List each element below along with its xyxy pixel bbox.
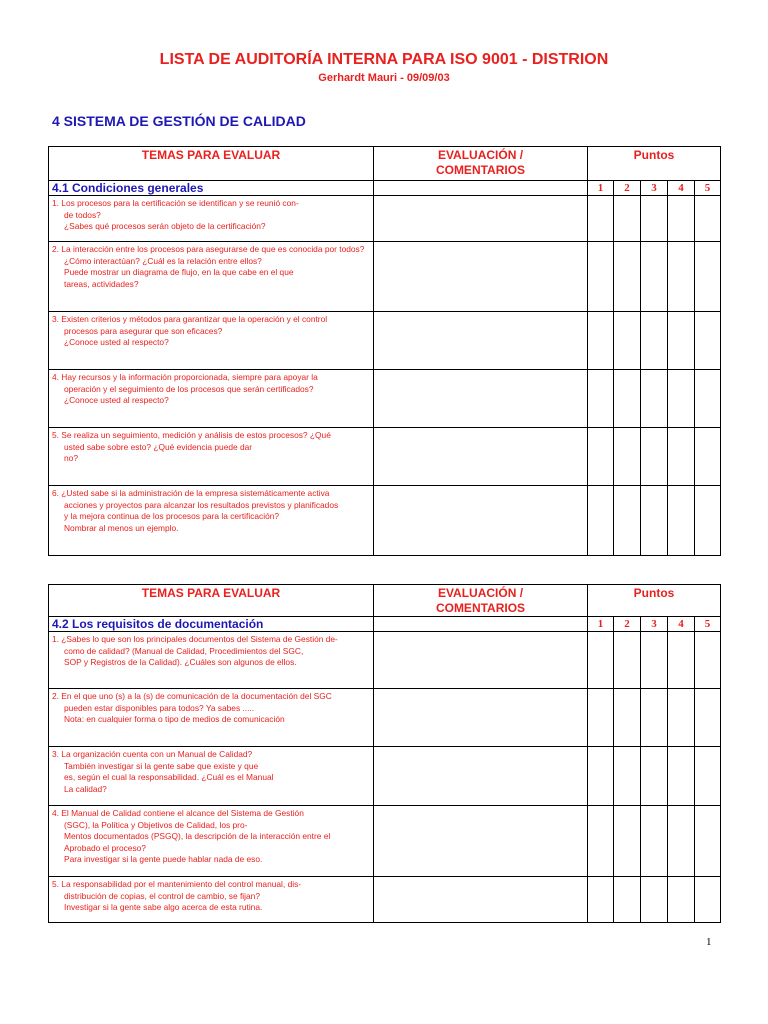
question-row <box>49 312 721 370</box>
score-cell-3[interactable] <box>641 242 668 312</box>
question-text <box>49 486 374 556</box>
score-cell-1[interactable] <box>588 242 614 312</box>
question-row <box>49 747 721 806</box>
question-text <box>49 689 374 747</box>
table-subtitle: 4.2 Los requisitos de documentación <box>49 617 374 632</box>
score-label-3: 3 <box>641 617 668 632</box>
score-cell-5[interactable] <box>695 370 721 428</box>
question-text <box>49 370 374 428</box>
question-line: Investigar si la gente sabe algo acerca de esta rutina. <box>64 902 263 913</box>
section-heading: 4 SISTEMA DE GESTIÓN DE CALIDAD <box>52 113 306 129</box>
question-row <box>49 370 721 428</box>
question-text <box>49 196 374 242</box>
evaluation-comment-cell[interactable] <box>374 370 588 428</box>
score-cell-4[interactable] <box>668 370 695 428</box>
score-cell-2[interactable] <box>614 747 641 806</box>
question-line: 4. El Manual de Calidad contiene el alcance del Sistema de Gestión <box>52 808 304 818</box>
question-line: como de calidad? (Manual de Calidad, Procedimientos del SGC, <box>64 645 304 656</box>
score-cell-1[interactable] <box>588 877 614 923</box>
evaluation-header-line2: COMENTARIOS <box>435 601 526 615</box>
evaluation-comment-cell[interactable] <box>374 242 588 312</box>
score-cell-2[interactable] <box>614 806 641 877</box>
score-label-5: 5 <box>695 181 721 196</box>
question-line: 4. Hay recursos y la información proporcionada, siempre para apoyar la <box>52 372 318 382</box>
score-label-2: 2 <box>614 181 641 196</box>
score-cell-2[interactable] <box>614 312 641 370</box>
evaluation-header <box>374 585 588 617</box>
question-row <box>49 806 721 877</box>
question-line: acciones y proyectos para alcanzar los resultados previstos y planificados <box>64 499 339 510</box>
score-cell-4[interactable] <box>668 877 695 923</box>
score-cell-4[interactable] <box>668 428 695 486</box>
score-cell-1[interactable] <box>588 486 614 556</box>
score-label-5: 5 <box>695 617 721 632</box>
question-row <box>49 196 721 242</box>
table-subtitle: 4.1 Condiciones generales <box>49 181 374 196</box>
evaluation-comment-cell[interactable] <box>374 877 588 923</box>
page-number: 1 <box>706 936 712 948</box>
score-cell-1[interactable] <box>588 196 614 242</box>
score-cell-1[interactable] <box>588 806 614 877</box>
question-row <box>49 632 721 689</box>
question-line: (SGC), la Política y Objetivos de Calidad, los pro- <box>64 819 248 830</box>
score-cell-1[interactable] <box>588 632 614 689</box>
question-row <box>49 877 721 923</box>
score-cell-1[interactable] <box>588 689 614 747</box>
question-text <box>49 806 374 877</box>
question-line: ¿Cómo interactúan? ¿Cuál es la relación entre ellos? <box>64 255 262 266</box>
score-cell-2[interactable] <box>614 689 641 747</box>
table-header-row <box>49 585 721 617</box>
question-line: operación y el seguimiento de los procesos que serán certificados? <box>64 383 314 394</box>
score-cell-3[interactable] <box>641 747 668 806</box>
evaluation-cell <box>374 617 588 632</box>
score-label-2: 2 <box>614 617 641 632</box>
question-line: 3. La organización cuenta con un Manual de Calidad? <box>52 749 253 759</box>
question-line: 2. La interacción entre los procesos para asegurarse de que es conocida por todos? <box>52 244 365 254</box>
question-row <box>49 242 721 312</box>
audit-table-4-1 <box>48 146 721 556</box>
question-line: Mentos documentados (PSGQ), la descripción de la interacción entre el <box>64 831 331 842</box>
score-label-4: 4 <box>668 617 695 632</box>
score-label-1: 1 <box>588 181 614 196</box>
question-row <box>49 486 721 556</box>
score-cell-3[interactable] <box>641 632 668 689</box>
question-text <box>49 877 374 923</box>
score-cell-4[interactable] <box>668 312 695 370</box>
evaluation-comment-cell[interactable] <box>374 747 588 806</box>
score-cell-1[interactable] <box>588 370 614 428</box>
question-line: usted sabe sobre esto? ¿Qué evidencia puede dar <box>64 441 253 452</box>
evaluation-comment-cell[interactable] <box>374 428 588 486</box>
question-line: no? <box>64 453 78 464</box>
score-cell-5[interactable] <box>695 747 721 806</box>
score-cell-4[interactable] <box>668 689 695 747</box>
question-line: ¿Sabes qué procesos serán objeto de la certificación? <box>64 221 266 232</box>
question-line: distribución de copias, el control de cambio, se fijan? <box>64 890 260 901</box>
question-line: tareas, actividades? <box>64 278 139 289</box>
question-line: y la mejora continua de los procesos para la certificación? <box>64 511 280 522</box>
evaluation-header-line1: EVALUACIÓN / <box>437 586 524 600</box>
question-line: La calidad? <box>64 783 107 794</box>
score-cell-2[interactable] <box>614 196 641 242</box>
score-cell-5[interactable] <box>695 242 721 312</box>
score-cell-2[interactable] <box>614 877 641 923</box>
score-cell-2[interactable] <box>614 242 641 312</box>
score-cell-2[interactable] <box>614 370 641 428</box>
question-line: Aprobado el proceso? <box>64 842 146 853</box>
score-cell-2[interactable] <box>614 632 641 689</box>
score-cell-1[interactable] <box>588 312 614 370</box>
score-cell-2[interactable] <box>614 486 641 556</box>
question-line: 5. La responsabilidad por el mantenimiento del control manual, dis- <box>52 879 302 889</box>
question-text <box>49 428 374 486</box>
score-label-1: 1 <box>588 617 614 632</box>
points-header: Puntos <box>588 147 721 181</box>
question-line: Nota: en cualquier forma o tipo de medios de comunicación <box>64 714 285 725</box>
score-cell-5[interactable] <box>695 428 721 486</box>
question-line: 2. En el que uno (s) a la (s) de comunicación de la documentación del SGC <box>52 691 332 701</box>
question-line: 1. ¿Sabes lo que son los principales documentos del Sistema de Gestión de- <box>52 634 338 644</box>
question-line: 3. Existen criterios y métodos para garantizar que la operación y el control <box>52 314 328 324</box>
evaluation-comment-cell[interactable] <box>374 806 588 877</box>
score-cell-1[interactable] <box>588 747 614 806</box>
question-line: Para investigar si la gente puede hablar nada de eso. <box>64 854 263 865</box>
score-cell-2[interactable] <box>614 428 641 486</box>
score-cell-4[interactable] <box>668 242 695 312</box>
score-cell-5[interactable] <box>695 486 721 556</box>
question-row <box>49 689 721 747</box>
score-cell-5[interactable] <box>695 689 721 747</box>
score-cell-4[interactable] <box>668 747 695 806</box>
evaluation-header-line2: COMENTARIOS <box>435 163 526 177</box>
evaluation-comment-cell[interactable] <box>374 689 588 747</box>
question-text <box>49 632 374 689</box>
score-cell-3[interactable] <box>641 806 668 877</box>
question-line: 1. Los procesos para la certificación se identifican y se reunió con- <box>52 198 299 208</box>
evaluation-comment-cell[interactable] <box>374 632 588 689</box>
topics-header: TEMAS PARA EVALUAR <box>49 147 374 181</box>
score-label-3: 3 <box>641 181 668 196</box>
score-cell-5[interactable] <box>695 312 721 370</box>
score-cell-4[interactable] <box>668 632 695 689</box>
score-cell-3[interactable] <box>641 428 668 486</box>
question-row <box>49 428 721 486</box>
topics-header: TEMAS PARA EVALUAR <box>49 585 374 617</box>
evaluation-cell <box>374 181 588 196</box>
evaluation-comment-cell[interactable] <box>374 312 588 370</box>
question-text <box>49 747 374 806</box>
question-line: procesos para asegurar que son eficaces? <box>64 325 223 336</box>
score-cell-4[interactable] <box>668 806 695 877</box>
question-line: ¿Conoce usted al respecto? <box>64 395 169 406</box>
question-line: Nombrar al menos un ejemplo. <box>64 522 179 533</box>
score-cell-5[interactable] <box>695 196 721 242</box>
evaluation-comment-cell[interactable] <box>374 196 588 242</box>
question-line: ¿Conoce usted al respecto? <box>64 337 169 348</box>
score-cell-5[interactable] <box>695 632 721 689</box>
question-line: pueden estar disponibles para todos? Ya sabes ..... <box>64 702 255 713</box>
question-line: También investigar si la gente sabe que existe y que <box>64 760 259 771</box>
score-label-4: 4 <box>668 181 695 196</box>
score-cell-3[interactable] <box>641 486 668 556</box>
evaluation-header <box>374 147 588 181</box>
score-cell-1[interactable] <box>588 428 614 486</box>
question-line: 6. ¿Usted sabe si la administración de la empresa sistemáticamente activa <box>52 488 330 498</box>
evaluation-header-line1: EVALUACIÓN / <box>437 148 524 162</box>
table-header-row <box>49 147 721 181</box>
score-cell-4[interactable] <box>668 196 695 242</box>
question-line: 5. Se realiza un seguimiento, medición y análisis de estos procesos? ¿Qué <box>52 430 331 440</box>
score-cell-3[interactable] <box>641 877 668 923</box>
audit-table-4-2 <box>48 584 721 923</box>
evaluation-comment-cell[interactable] <box>374 486 588 556</box>
score-cell-3[interactable] <box>641 312 668 370</box>
score-cell-5[interactable] <box>695 877 721 923</box>
question-line: de todos? <box>64 209 101 220</box>
score-cell-4[interactable] <box>668 486 695 556</box>
question-line: SOP y Registros de la Calidad). ¿Cuáles son algunos de ellos. <box>64 657 297 668</box>
question-text <box>49 312 374 370</box>
question-line: Puede mostrar un diagrama de flujo, en la que cabe en el que <box>64 267 294 278</box>
document-subtitle: Gerhardt Mauri - 09/09/03 <box>318 72 450 84</box>
question-text <box>49 242 374 312</box>
score-cell-5[interactable] <box>695 806 721 877</box>
score-cell-3[interactable] <box>641 196 668 242</box>
subtitle-row <box>49 617 721 632</box>
document-title: LISTA DE AUDITORÍA INTERNA PARA ISO 9001 - DISTRION <box>159 51 609 68</box>
points-header: Puntos <box>588 585 721 617</box>
score-cell-3[interactable] <box>641 370 668 428</box>
subtitle-row <box>49 181 721 196</box>
question-line: es, según el cual la responsabilidad. ¿Cuál es el Manual <box>64 772 274 783</box>
score-cell-3[interactable] <box>641 689 668 747</box>
